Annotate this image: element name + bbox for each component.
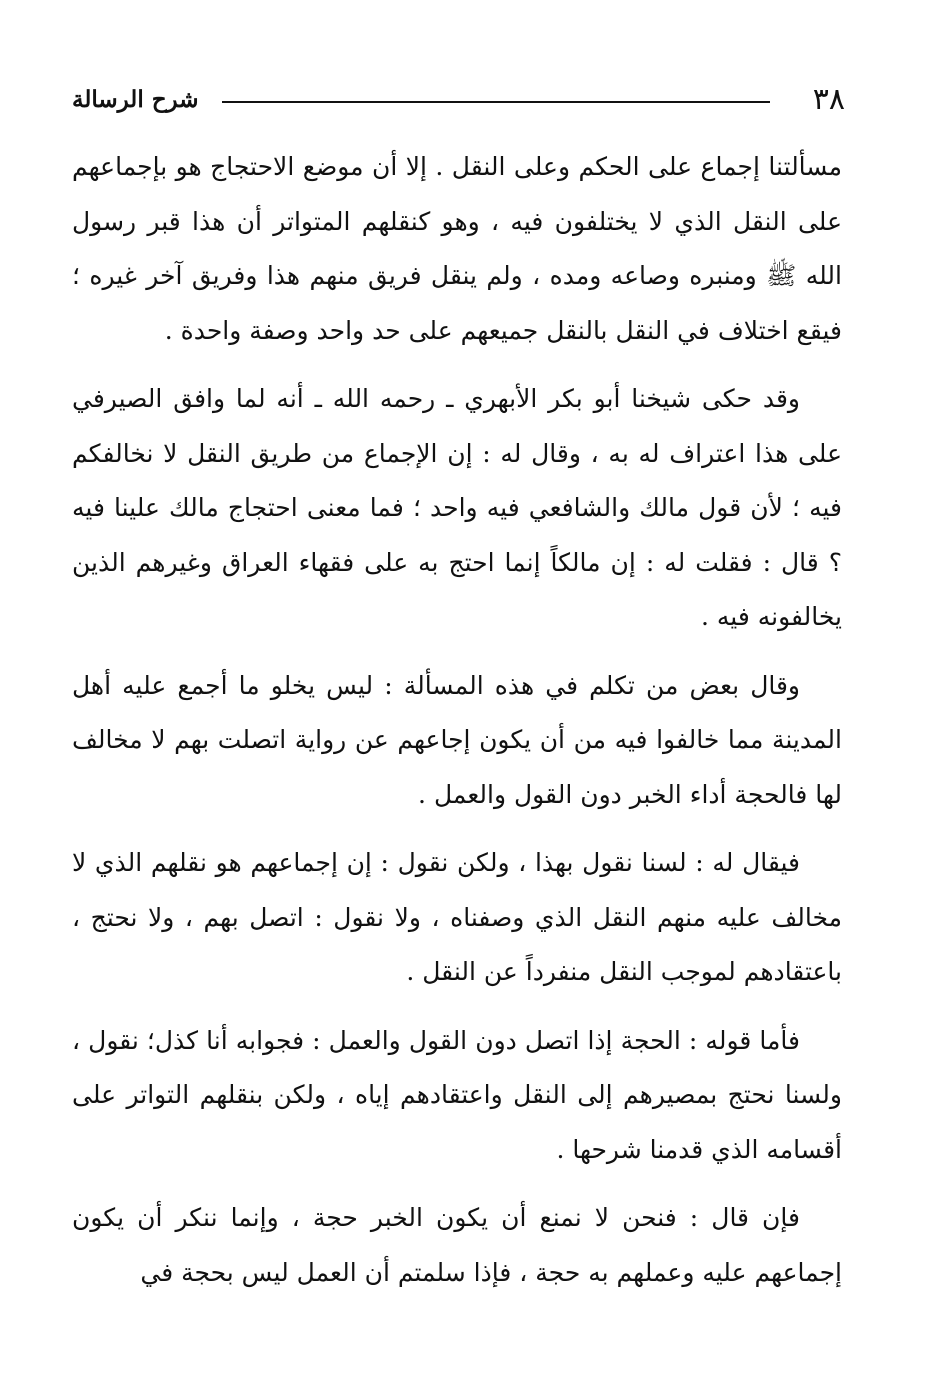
paragraph-2: وقد حكى شيخنا أبو بكر الأبهري ـ رحمه الله ـ أنه لما وافق الصيرفي على هذا اعتراف له به ، وقال له : إن الإجماع من طريق النقل لا نخالفكم فيه ؛ لأن قول مالك والشافعي فيه واحد ؛ فما معنى احتجاج مالك علينا فيه ؟ قال : فقلت له : إن مالكاً إنما احتج به على فقهاء العراق وغيرهم الذين يخالفونه فيه . <box>72 384 842 631</box>
header-rule <box>222 101 770 103</box>
book-title: شرح الرسالة <box>72 86 199 113</box>
paragraph-5: فأما قوله : الحجة إذا اتصل دون القول والعمل : فجوابه أنا كذل؛ نقول ، ولسنا نحتج بمصيرهم إلى النقل واعتقادهم إياه ، ولكن بنقلهم التواتر على أقسامه الذي قدمنا شرحها . <box>72 1025 842 1164</box>
paragraph-3: وقال بعض من تكلم في هذه المسألة : ليس يخلو ما أجمع عليه أهل المدينة مما خالفوا فيه من أن يكون إجاعهم عن رواية اتصلت بهم لا مخالف لها فالحجة أداء الخبر دون القول والعمل . <box>72 670 842 809</box>
page-body <box>72 140 842 1300</box>
paragraph-4: فيقال له : لسنا نقول بهذا ، ولكن نقول : إن إجماعهم هو نقلهم الذي لا مخالف عليه منهم النقل الذي وصفناه ، ولا نقول : اتصل بهم ، ولا نحتج ، باعتقادهم لموجب النقل منفرداً عن النقل . <box>72 848 842 986</box>
running-header <box>72 78 845 122</box>
paragraph-1: مسألتنا إجماع على الحكم وعلى النقل . إلا أن موضع الاحتجاج هو بإجماعهم على النقل الذي لا يختلفون فيه ، وهو كنقلهم المتواتر أن هذا قبر رسول الله ﷺ ومنبره وصاعه ومده ، ولم ينقل فريق منهم هذا وفريق آخر غيره ؛ فيقع اختلاف في النقل بالنقل جميعهم على حد واحد وصفة واحدة . <box>72 152 842 345</box>
page-number: ٣٨ <box>812 82 845 117</box>
paragraph-6: فإن قال : فنحن لا نمنع أن يكون الخبر حجة ، وإنما ننكر أن يكون إجماعهم عليه وعملهم به حجة ، فإذا سلمتم أن العمل ليس بحجة في <box>72 1203 842 1287</box>
